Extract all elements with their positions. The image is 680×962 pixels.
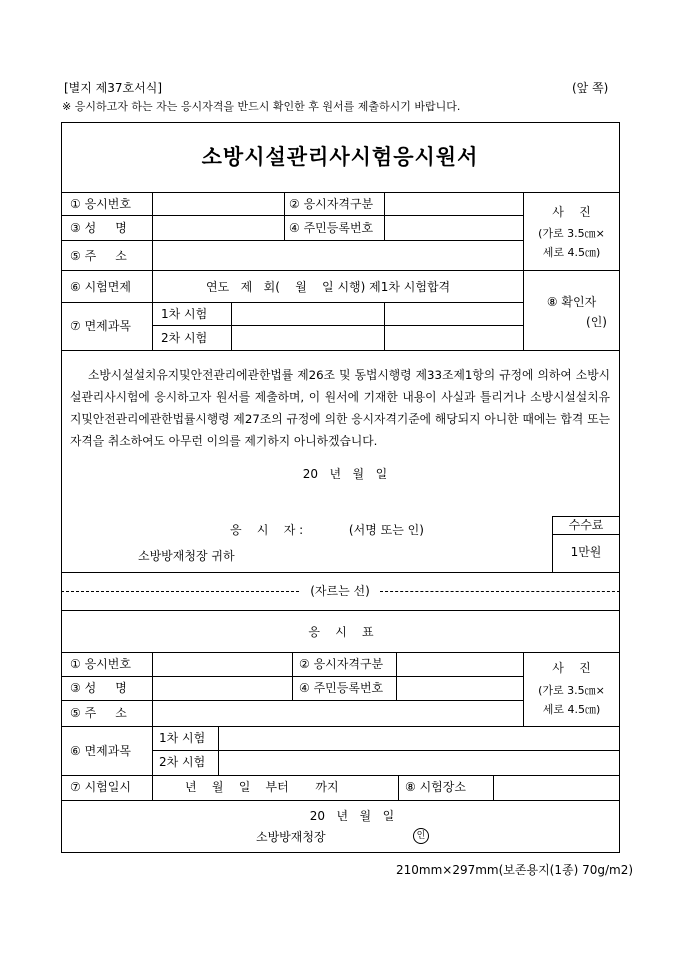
name-label: ③ 성 명 (70, 221, 127, 235)
ticket-exemption-subjects-label: ⑥ 면제과목 (70, 744, 131, 758)
round-2-label: 2차 시험 (161, 331, 208, 345)
qualification-label: ② 응시자격구분 (289, 197, 374, 211)
photo-size-height: 세로 4.5㎝) (542, 246, 601, 259)
application-date: 20 년 월 일 (302, 467, 388, 481)
round-1-subject-b[interactable] (385, 303, 522, 324)
ticket-round-2-field[interactable] (219, 751, 619, 774)
exemption-label: ⑥ 시험면제 (70, 280, 131, 294)
ticket-qualification-label: ② 응시자격구분 (299, 657, 384, 671)
exam-number-label: ① 응시번호 (70, 197, 131, 211)
application-title: 소방시설관리사시험응시원서 (201, 144, 479, 169)
ticket-qualification-field[interactable] (397, 653, 522, 675)
recipient-text: 소방방재청장 귀하 (138, 549, 235, 563)
ticket-photo-size-width: (가로 3.5㎝× (538, 684, 605, 697)
pledge-text: 소방시설설치유지및안전관리에관한법률 제26조 및 동법시행령 제33조제1항의 규정에 의하여 소방시설관리사시험에 응시하고자 원서를 제출하며, 이 원서에 기재한 내용이 사실과 틀리거나 소방시설설치유지및안전관리에관한법률시행령 제27조의 규정에 의한 응시자격기준에 해당되지 아니한 때에는 합격 또는 자격을 취소하여도 아무런 이의를 제기하지 아니하겠습니다. (70, 368, 610, 448)
page-side-label: (앞 쪽) (572, 81, 609, 95)
fee-amount: 1만원 (570, 545, 602, 559)
photo-label: 사 진 (552, 205, 591, 219)
address-label: ⑤ 주 소 (70, 249, 127, 263)
exam-number-field[interactable] (153, 193, 283, 214)
ticket-name-field[interactable] (153, 677, 291, 699)
ticket-issuer: 소방방재청장 (256, 830, 326, 844)
round-1-subject-a[interactable] (232, 303, 383, 324)
round-2-subject-a[interactable] (232, 326, 383, 349)
ticket-photo-size-height: 세로 4.5㎝) (542, 703, 601, 716)
ticket-round-1-field[interactable] (219, 727, 619, 749)
fee-label: 수수료 (568, 518, 604, 532)
ticket-photo-label: 사 진 (552, 661, 591, 675)
ticket-resident-number-label: ④ 주민등록번호 (299, 681, 384, 695)
official-seal-icon: 인 (413, 828, 429, 844)
exemption-text: 연도 제 회( 월 일 시행) 제1차 시험합격 (206, 280, 451, 294)
ticket-resident-number-field[interactable] (397, 677, 522, 699)
resident-number-label: ④ 주민등록번호 (289, 221, 374, 235)
qualification-field[interactable] (385, 193, 522, 214)
round-1-label: 1차 시험 (161, 307, 208, 321)
ticket-issue-date: 20 년 월 일 (309, 809, 395, 823)
paper-spec: 210mm×297mm(보존용지(1종) 70g/m2) (396, 863, 634, 877)
ticket-exam-number-field[interactable] (153, 653, 291, 675)
cut-line-label: (자르는 선) (310, 584, 370, 598)
form-number: [별지 제37호서식] (64, 81, 162, 95)
ticket-name-label: ③ 성 명 (70, 681, 127, 695)
ticket-round-1-label: 1차 시험 (159, 731, 206, 745)
ticket-address-label: ⑤ 주 소 (70, 706, 127, 720)
photo-size-width: (가로 3.5㎝× (538, 227, 605, 240)
exemption-subjects-label: ⑦ 면제과목 (70, 319, 131, 333)
ticket-title: 응 시 표 (308, 625, 374, 639)
ticket-exam-place-field[interactable] (494, 776, 619, 799)
applicant-signature: 응 시 자 : (서명 또는 인) (230, 523, 424, 537)
confirmer-label: ⑧ 확인자 (546, 295, 597, 309)
resident-number-field[interactable] (385, 216, 522, 239)
address-field[interactable] (153, 241, 522, 269)
notice-text: ※ 응시하고자 하는 자는 응시자격을 반드시 확인한 후 원서를 제출하시기 바랍니다. (62, 100, 461, 113)
name-field[interactable] (153, 216, 283, 239)
round-2-subject-b[interactable] (385, 326, 522, 349)
confirmer-seal: (인) (586, 315, 607, 329)
ticket-exam-place-label: ⑧ 시험장소 (405, 780, 466, 794)
ticket-exam-date-range: 년 월 일 부터 까지 (185, 780, 339, 794)
ticket-round-2-label: 2차 시험 (159, 755, 206, 769)
ticket-exam-number-label: ① 응시번호 (70, 657, 131, 671)
ticket-address-field[interactable] (153, 701, 522, 725)
ticket-exam-date-label: ⑦ 시험일시 (70, 780, 131, 794)
